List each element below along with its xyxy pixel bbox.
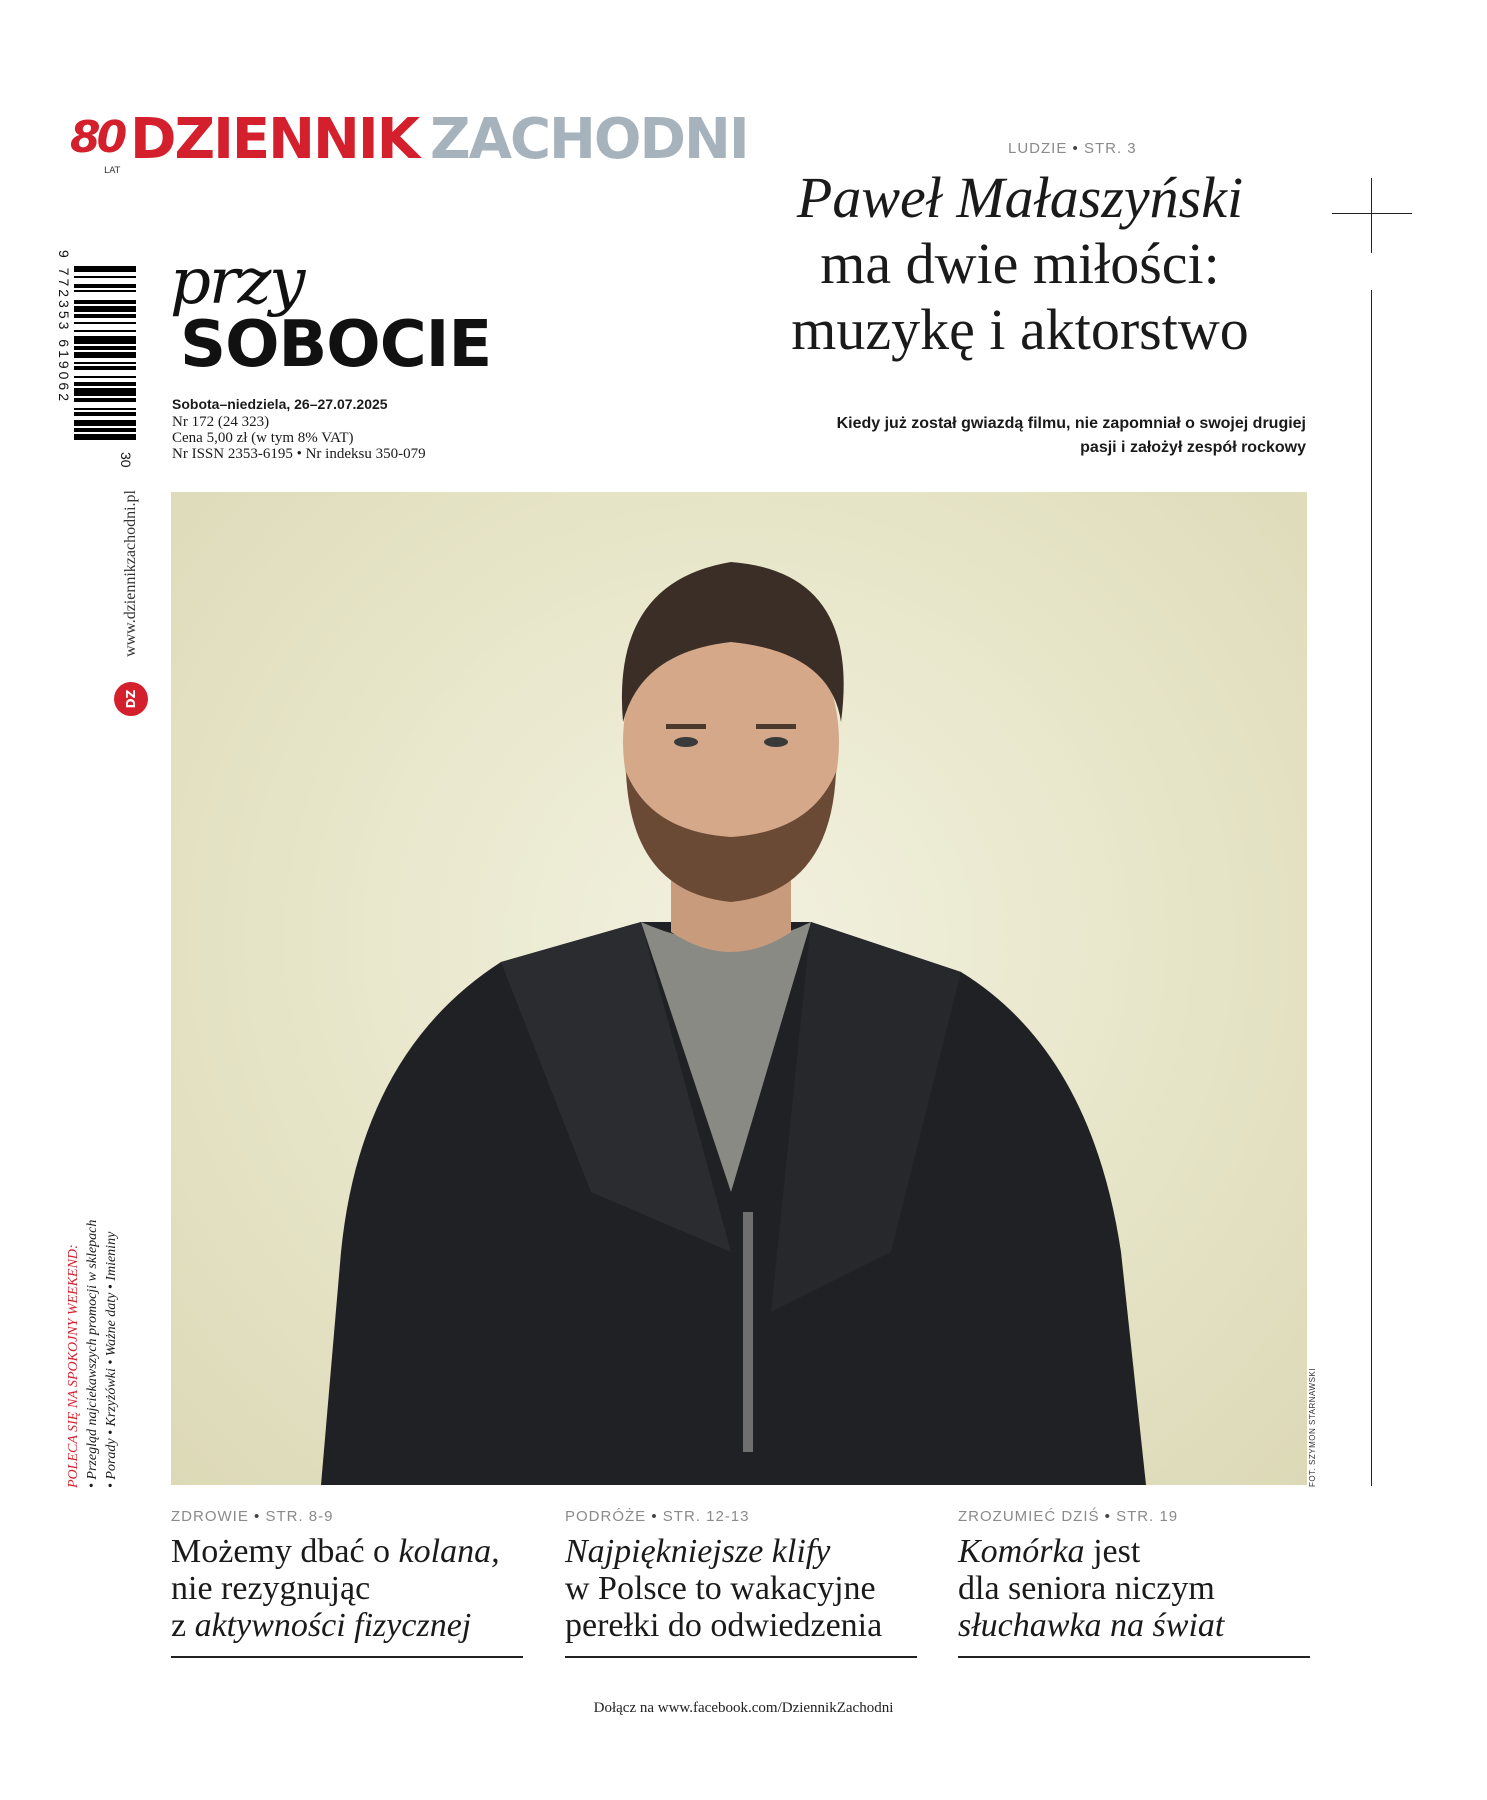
- teaser-page: STR. 19: [1116, 1508, 1179, 1525]
- weekend-promo-line-2: • Porady • Krzyżówki • Ważne daty • Imieniny: [104, 1231, 119, 1488]
- lead-headline-name[interactable]: Paweł Małaszyński: [796, 165, 1244, 230]
- barcode-bar: [74, 336, 136, 344]
- teaser-rule: [565, 1656, 917, 1658]
- teaser-page: STR. 8-9: [265, 1508, 334, 1525]
- issue-date: Sobota–niedziela, 26–27.07.2025: [172, 396, 388, 412]
- kicker-bullet: •: [651, 1508, 658, 1525]
- weekend-promo-heading: POLECA SIĘ NA SPOKOJNY WEEKEND:: [66, 1244, 81, 1488]
- teaser-text: perełki do odwiedzenia: [565, 1607, 883, 1644]
- lead-headline-line-2[interactable]: ma dwie miłości:: [820, 231, 1220, 296]
- lead-kicker-section: LUDZIE: [1008, 140, 1068, 157]
- teaser-rule: [958, 1656, 1310, 1658]
- masthead-name-grey: ZACHODNI: [430, 107, 748, 172]
- teaser-rule: [171, 1656, 523, 1658]
- teaser-kicker: [171, 1508, 523, 1525]
- teaser-text: z: [171, 1607, 195, 1644]
- lead-deck-line-2: pasji i założył zespół rockowy: [1080, 439, 1306, 456]
- section-title-przy: przy: [170, 245, 304, 319]
- teaser-text-italic: Najpiękniejsze klify: [565, 1533, 831, 1570]
- teaser-text-italic: Komórka: [958, 1533, 1085, 1570]
- teaser-section: PODRÓŻE: [565, 1508, 647, 1525]
- crop-mark-horizontal: [1332, 213, 1412, 214]
- barcode: [74, 266, 136, 481]
- teaser-text: dla seniora niczym: [958, 1570, 1215, 1607]
- barcode-addon: 30: [118, 452, 134, 468]
- teaser-text: Możemy dbać o: [171, 1533, 399, 1570]
- teaser-text: jest: [1084, 1533, 1141, 1570]
- teaser-kicker: [565, 1508, 917, 1525]
- teaser-section: ZROZUMIEĆ DZIŚ: [958, 1508, 1100, 1525]
- kicker-bullet: •: [254, 1508, 261, 1525]
- issue-issn: Nr ISSN 2353-6195 • Nr indeksu 350-079: [172, 446, 426, 462]
- teaser-page: STR. 12-13: [662, 1508, 750, 1525]
- photo-credit: FOT. SZYMON STARNAWSKI: [1308, 1368, 1317, 1488]
- anniversary-logo: 80: [70, 112, 124, 163]
- portrait-illustration: [171, 492, 1307, 1485]
- teaser-text-italic: aktywności fizycznej: [194, 1607, 472, 1644]
- lead-deck: [760, 412, 1306, 460]
- lead-deck-line-1: Kiedy już został gwiazdą filmu, nie zapomniał o swojej drugiej: [836, 415, 1306, 432]
- barcode-bar: [74, 388, 136, 396]
- crop-mark-vertical: [1371, 178, 1372, 253]
- cover-photo[interactable]: [171, 492, 1307, 1485]
- teaser-headline: [565, 1533, 917, 1644]
- page-edge-rule: [1371, 290, 1372, 1486]
- teaser-headline: [958, 1533, 1310, 1644]
- barcode-bar: [74, 434, 136, 440]
- teaser-travel[interactable]: [565, 1508, 917, 1658]
- lead-headline-line-3[interactable]: muzykę i aktorstwo: [791, 297, 1249, 362]
- teaser-text-italic: słuchawka na świat: [958, 1607, 1225, 1644]
- barcode-digits: 9 772353 619062: [56, 250, 72, 404]
- teaser-text: w Polsce to wakacyjne: [565, 1570, 876, 1607]
- weekend-promo-line-1: • Przegląd najciekawszych promocji w sklepach: [85, 1219, 100, 1488]
- masthead-name-red: DZIENNIK: [130, 107, 419, 172]
- facebook-link[interactable]: Dołącz na www.facebook.com/DziennikZachodni: [593, 1700, 894, 1716]
- kicker-bullet: •: [1072, 140, 1079, 157]
- lead-kicker-page: STR. 3: [1083, 140, 1137, 157]
- teaser-headline: [171, 1533, 523, 1644]
- kicker-bullet: •: [1104, 1508, 1111, 1525]
- teaser-text-italic: kolana,: [398, 1533, 500, 1570]
- dz-badge-icon: DZ: [114, 682, 148, 716]
- website-url[interactable]: www.dziennikzachodni.pl: [122, 490, 139, 657]
- issue-number: Nr 172 (24 323): [172, 414, 270, 430]
- teaser-section: ZDROWIE: [171, 1508, 249, 1525]
- anniversary-unit: LAT: [104, 166, 121, 176]
- teaser-health[interactable]: [171, 1508, 523, 1658]
- teaser-kicker: [958, 1508, 1310, 1525]
- teaser-text: nie rezygnując: [171, 1570, 371, 1607]
- weekend-promo: [64, 1158, 138, 1488]
- lead-kicker: [1008, 140, 1137, 157]
- teaser-understand-today[interactable]: [958, 1508, 1310, 1658]
- barcode-gap: [74, 292, 136, 300]
- section-title-sobocie: SOBOCIE: [180, 308, 492, 382]
- issue-price: Cena 5,00 zł (w tym 8% VAT): [172, 430, 354, 446]
